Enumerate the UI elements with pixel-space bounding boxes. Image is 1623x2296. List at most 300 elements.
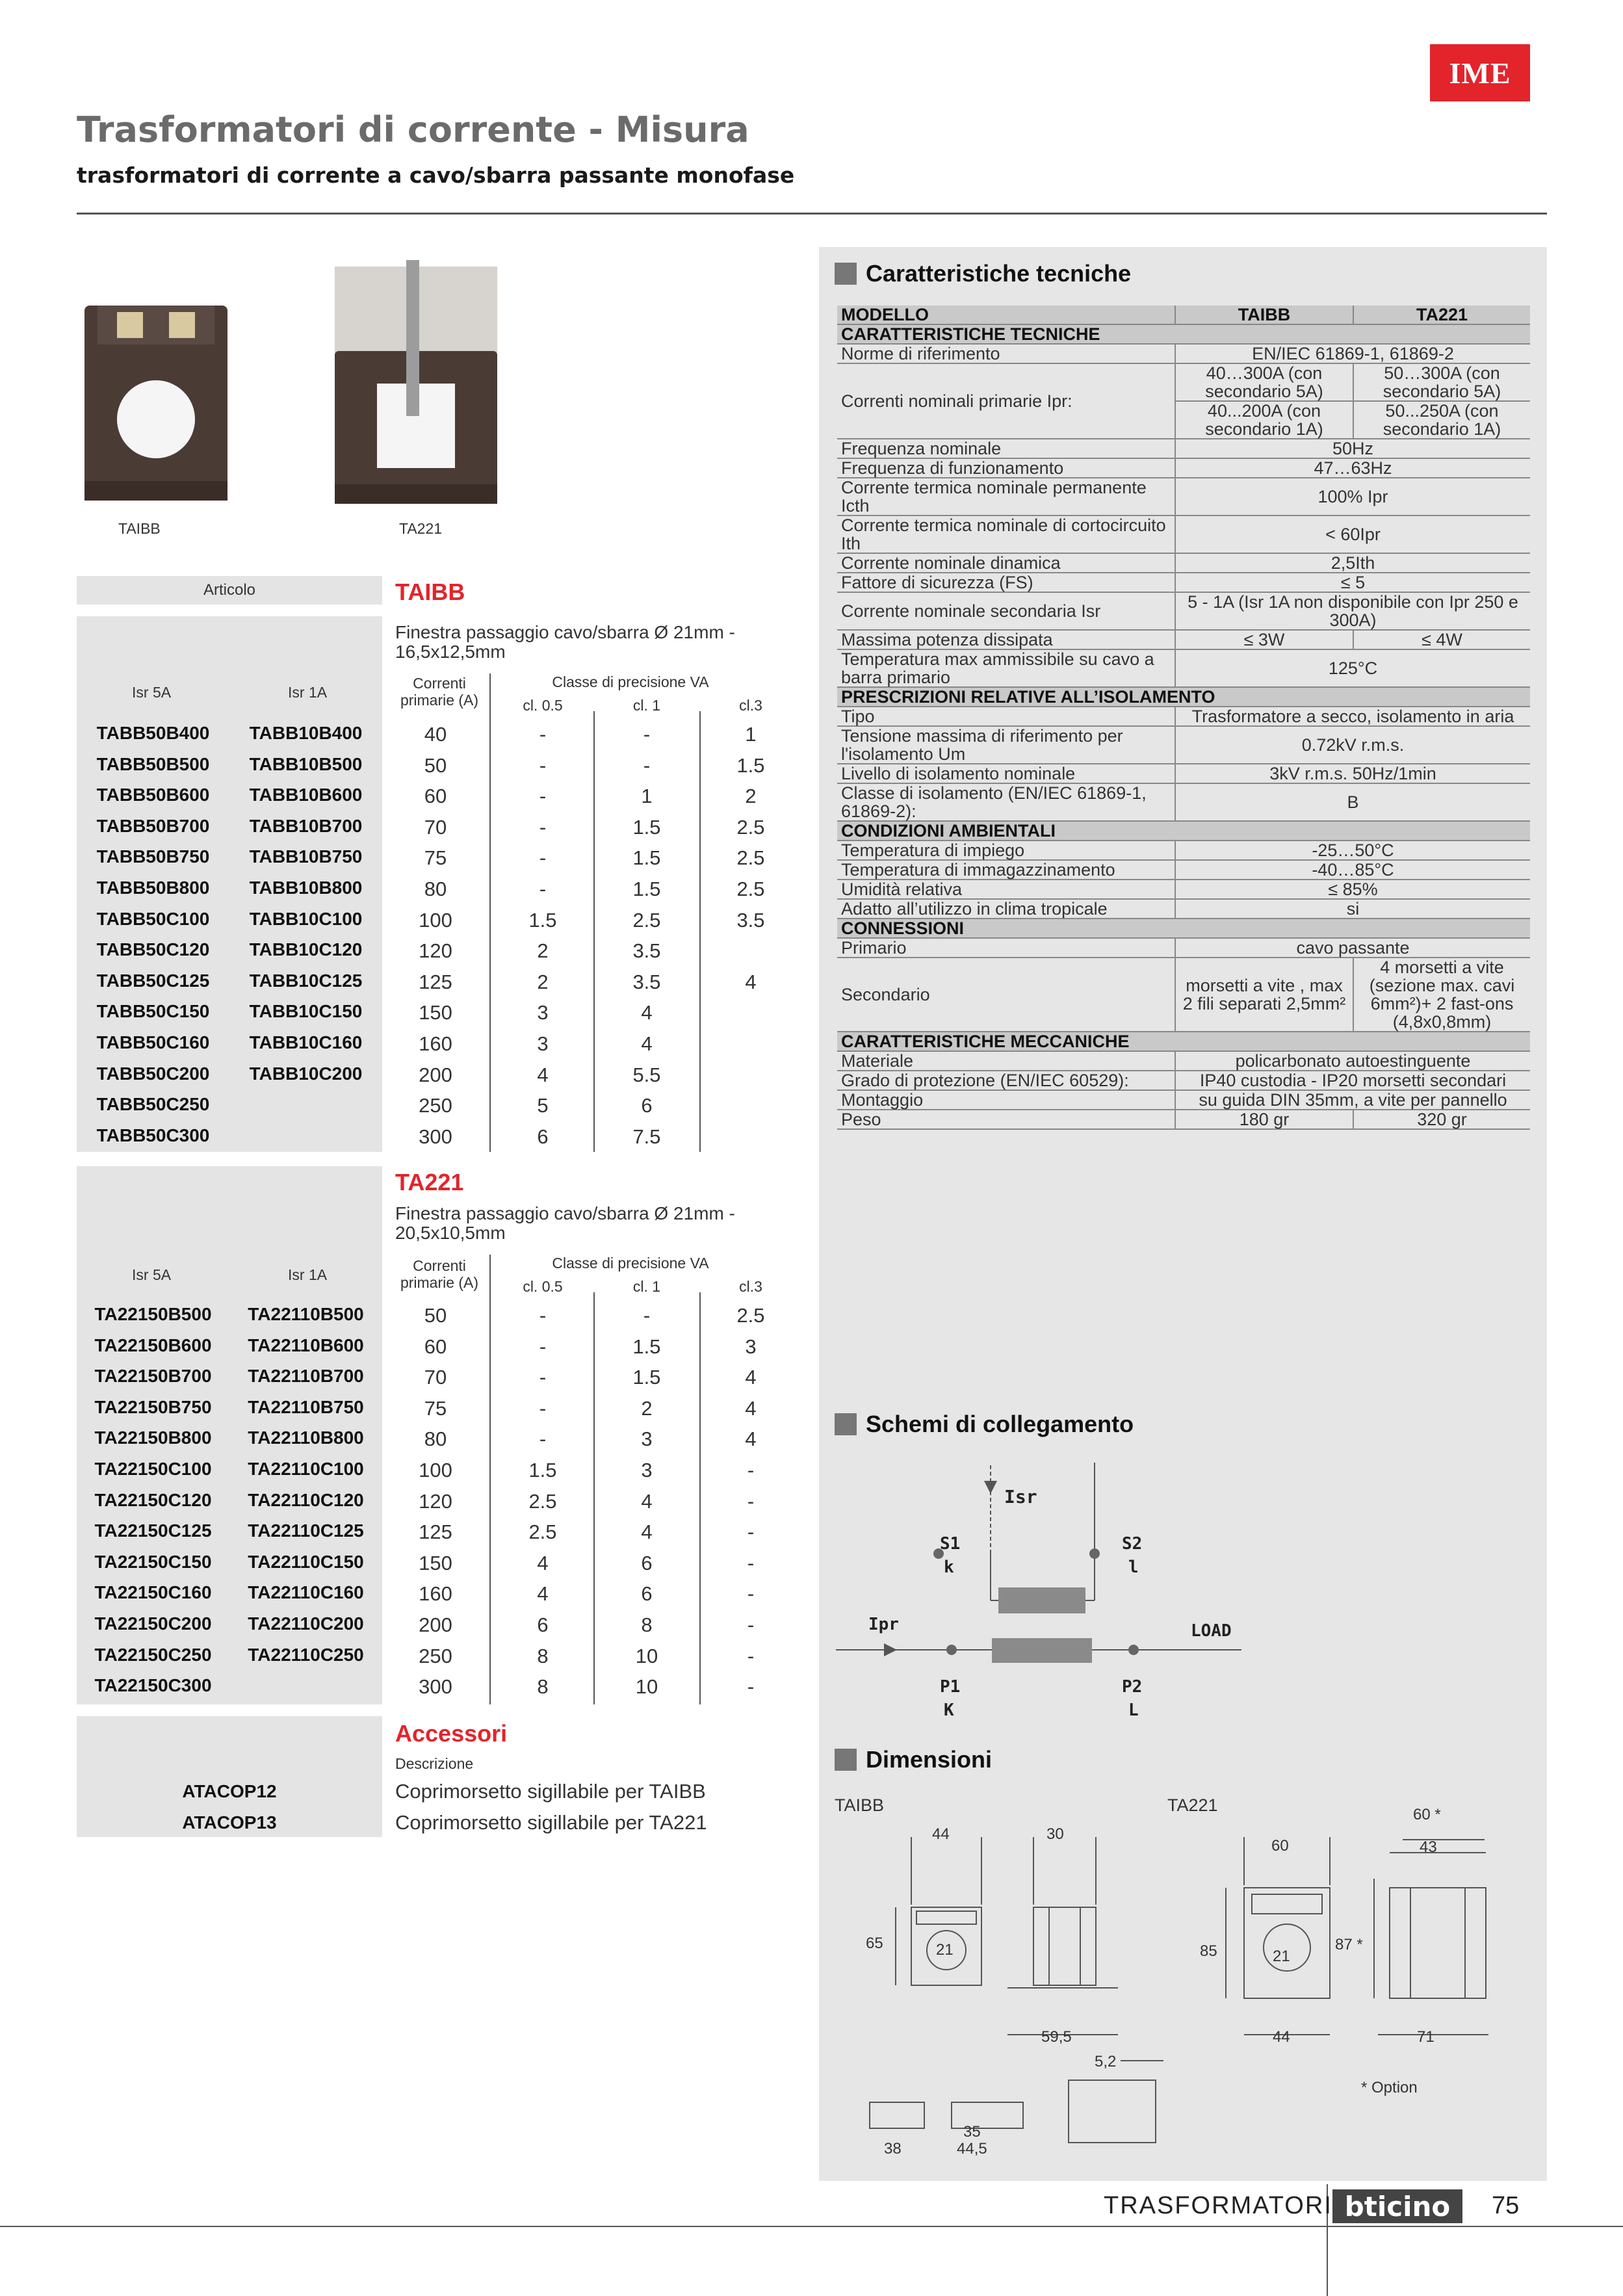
spec-row xyxy=(837,573,1530,592)
ta221-cell: 100 xyxy=(419,1459,452,1481)
ta221-cell: 4 xyxy=(641,1489,653,1513)
taibb-cell: TABB50C300 xyxy=(96,1125,210,1145)
ta221-cell: 60 xyxy=(424,1335,447,1358)
spec-cell: Corrente nominale secondaria Isr xyxy=(837,592,1175,630)
spec-cell: cavo passante xyxy=(1175,938,1530,958)
taibb-cell: TABB50C250 xyxy=(96,1094,210,1115)
ta221-cell: TA22150C200 xyxy=(94,1613,212,1634)
schemi-heading xyxy=(835,1411,1134,1438)
spec-cell: 50...250A (con secondario 1A) xyxy=(1353,401,1530,439)
taibb-cell: 80 xyxy=(424,878,447,900)
spec-row xyxy=(837,726,1530,764)
ta221-cell: 150 xyxy=(419,1551,452,1574)
spec-row xyxy=(837,938,1530,958)
wiring-L-label: L xyxy=(1128,1701,1139,1720)
wiring-K-label: K xyxy=(944,1701,954,1720)
ta221-cell: TA22110C250 xyxy=(248,1644,364,1665)
spec-row xyxy=(837,458,1530,478)
taibb-cell: 2.5 xyxy=(736,815,765,839)
dim-44: 44 xyxy=(932,1825,950,1843)
ta221-cell: - xyxy=(643,1304,651,1327)
spec-row xyxy=(837,344,1530,363)
spec-cell: Norme di riferimento xyxy=(837,344,1175,363)
spec-row xyxy=(837,553,1530,573)
taibb-cell: 100 xyxy=(419,908,452,932)
dim-5-2: 5,2 xyxy=(1095,2053,1117,2070)
ta221-cell: 4 xyxy=(641,1520,653,1544)
accessori-desc-label: Descrizione xyxy=(395,1755,474,1772)
ta221-cell: 70 xyxy=(424,1366,447,1389)
spec-row xyxy=(837,764,1530,783)
ta221-cell: TA22150B500 xyxy=(94,1304,212,1324)
accessori-code-1: ATACOP12 xyxy=(182,1781,277,1801)
spec-row xyxy=(837,363,1530,401)
taibb-cell: 6 xyxy=(641,1094,653,1117)
spec-cell: PRESCRIZIONI RELATIVE ALL’ISOLAMENTO xyxy=(837,687,1530,707)
taibb-cell: TABB50B700 xyxy=(96,815,210,836)
articolo-header: Articolo xyxy=(77,576,382,605)
spec-row xyxy=(837,783,1530,821)
spec-cell: Corrente termica nominale permanente Icth xyxy=(837,478,1175,515)
ta221-cell: - xyxy=(747,1489,755,1513)
bticino-logo: bticino xyxy=(1332,2189,1462,2223)
taibb-cell: TABB50C120 xyxy=(96,939,210,960)
ta221-cell: 2.5 xyxy=(528,1520,557,1544)
spec-row xyxy=(837,1051,1530,1071)
spec-cell: Peso xyxy=(837,1110,1175,1129)
ta221-cell: TA22110B600 xyxy=(248,1335,364,1355)
spec-cell: EN/IEC 61869-1, 61869-2 xyxy=(1175,344,1530,363)
spec-cell: ≤ 4W xyxy=(1353,630,1530,649)
square-bullet-icon xyxy=(835,263,857,285)
ta221-cl1-label: cl. 1 xyxy=(632,1278,661,1295)
spec-cell: -25…50°C xyxy=(1175,841,1530,860)
taibb-cell: TABB50B600 xyxy=(96,785,210,805)
ta221-cell: 3 xyxy=(641,1428,653,1451)
wiring-ipr-label: Ipr xyxy=(868,1615,899,1634)
taibb-cell: - xyxy=(539,815,547,839)
taibb-isr5-label: Isr 5A xyxy=(132,684,172,701)
spec-cell: Livello di isolamento nominale xyxy=(837,764,1175,783)
spec-cell: su guida DIN 35mm, a vite per pannello xyxy=(1175,1090,1530,1110)
accessori-heading: Accessori xyxy=(395,1720,508,1747)
ta221-cl05-label: cl. 0.5 xyxy=(523,1278,563,1295)
taibb-cell: 3 xyxy=(537,1032,549,1055)
spec-row xyxy=(837,841,1530,860)
spec-cell: ≤ 85% xyxy=(1175,880,1530,899)
ta221-window-desc: Finestra passaggio cavo/sbarra Ø 21mm - 20,5x10,5mm xyxy=(395,1203,735,1243)
specs-title: Caratteristiche tecniche xyxy=(866,260,1132,287)
taibb-cell: - xyxy=(643,723,651,746)
ta221-cell: 3 xyxy=(641,1459,653,1481)
taibb-cell: 6 xyxy=(537,1125,549,1148)
taibb-cell: - xyxy=(539,723,547,746)
taibb-cell: TABB50B750 xyxy=(96,846,210,867)
taibb-cl1-label: cl. 1 xyxy=(632,697,661,714)
spec-cell: 40...200A (con secondario 1A) xyxy=(1175,401,1353,439)
dim-60: 60 xyxy=(1271,1837,1289,1855)
spec-cell: 50…300A (con secondario 5A) xyxy=(1353,363,1530,401)
taibb-divider-3 xyxy=(699,711,701,1152)
taibb-cell: 60 xyxy=(424,785,447,808)
dim-59-5: 59,5 xyxy=(1041,2028,1072,2046)
ta221-cell: 2 xyxy=(641,1396,653,1420)
taibb-cell: 4 xyxy=(641,1001,653,1024)
ta221-cell: 4 xyxy=(537,1582,549,1606)
spec-cell: Massima potenza dissipata xyxy=(837,630,1175,649)
taibb-cell: TABB10C160 xyxy=(249,1032,363,1052)
ta221-cell: TA22110B500 xyxy=(248,1304,364,1324)
spec-cell: 5 - 1A (Isr 1A non disponibile con Ipr 250 e 300A) xyxy=(1175,592,1530,630)
taibb-cell: 3.5 xyxy=(632,939,661,963)
accessori-code-2: ATACOP13 xyxy=(182,1812,277,1833)
ta221-cell: - xyxy=(747,1582,755,1606)
ta221-cell: TA22110C150 xyxy=(248,1551,364,1572)
dim-44-5: 44,5 xyxy=(957,2140,987,2158)
dimension-drawings xyxy=(832,1814,1540,2178)
taibb-cell: TABB50C160 xyxy=(96,1032,210,1052)
spec-cell: 125°C xyxy=(1175,649,1530,687)
ta221-cell: 6 xyxy=(537,1613,549,1636)
spec-cell: Correnti nominali primarie Ipr: xyxy=(837,363,1175,439)
taibb-cell: 200 xyxy=(419,1063,452,1086)
ta221-photo xyxy=(325,254,507,514)
ta221-isr1-label: Isr 1A xyxy=(288,1266,328,1283)
spec-row xyxy=(837,880,1530,899)
ta221-cell: 4 xyxy=(745,1428,757,1451)
spec-cell: ≤ 5 xyxy=(1175,573,1530,592)
schemi-title: Schemi di collegamento xyxy=(866,1411,1134,1437)
spec-section-row xyxy=(837,1032,1530,1051)
ta221-cell: TA22150B800 xyxy=(94,1428,212,1448)
ta221-isr5-label: Isr 5A xyxy=(132,1266,172,1283)
spec-cell: 100% Ipr xyxy=(1175,478,1530,515)
taibb-cell: 1 xyxy=(745,723,757,746)
spec-row xyxy=(837,478,1530,515)
accessori-desc-2: Coprimorsetto sigillabile per TA221 xyxy=(395,1811,707,1834)
taibb-cell: TABB10B600 xyxy=(249,785,363,805)
spec-section-row xyxy=(837,687,1530,707)
dimensioni-heading xyxy=(835,1746,992,1773)
spec-cell: Materiale xyxy=(837,1051,1175,1071)
taibb-cell: 4 xyxy=(641,1032,653,1055)
taibb-cell: TABB10C120 xyxy=(249,939,363,960)
taibb-cell: 50 xyxy=(424,753,447,777)
wiring-load-label: LOAD xyxy=(1191,1621,1232,1641)
ta221-cell: 4 xyxy=(745,1366,757,1389)
spec-cell: Fattore di sicurezza (FS) xyxy=(837,573,1175,592)
taibb-cell: 7.5 xyxy=(632,1125,661,1148)
ta221-cell: 6 xyxy=(641,1582,653,1606)
taibb-cell: 3.5 xyxy=(632,970,661,993)
square-bullet-icon xyxy=(835,1413,857,1435)
taibb-cell: 1.5 xyxy=(736,753,765,777)
taibb-cell: 2.5 xyxy=(736,878,765,900)
ta221-cell: 10 xyxy=(635,1675,658,1699)
page-number: 75 xyxy=(1492,2192,1520,2219)
taibb-classe-label: Classe di precisione VA xyxy=(552,673,709,690)
taibb-isr1-label: Isr 1A xyxy=(288,684,328,701)
spec-cell: 50Hz xyxy=(1175,439,1530,458)
taibb-cell: 5.5 xyxy=(632,1063,661,1086)
dim-38: 38 xyxy=(884,2140,902,2158)
taibb-cell: 1.5 xyxy=(632,878,661,900)
ta221-cell: 300 xyxy=(419,1675,452,1699)
ta221-cell: 3 xyxy=(745,1335,757,1358)
spec-cell: morsetti a vite , max 2 fili separati 2,5mm² xyxy=(1175,958,1353,1032)
ta221-cell: 2.5 xyxy=(528,1489,557,1513)
taibb-cell: TABB10B700 xyxy=(249,815,363,836)
taibb-cell: TABB10B750 xyxy=(249,846,363,867)
taibb-cell: 150 xyxy=(419,1001,452,1024)
spec-cell: Tensione massima di riferimento per l'isolamento Um xyxy=(837,726,1175,764)
taibb-cl3-label: cl.3 xyxy=(739,697,762,714)
wiring-s1-label: S1 xyxy=(940,1534,961,1554)
ta221-label-bg-top xyxy=(77,1166,382,1200)
footer-divider xyxy=(0,2226,1623,2227)
ta221-cell: 2.5 xyxy=(736,1304,765,1327)
taibb-cell: - xyxy=(643,753,651,777)
ta221-divider-3 xyxy=(699,1292,701,1704)
taibb-cell: - xyxy=(539,878,547,900)
wiring-isr-label: Isr xyxy=(1004,1486,1037,1507)
ta221-cell: TA22150C125 xyxy=(94,1520,212,1541)
spec-row xyxy=(837,1090,1530,1110)
taibb-cell: TABB50B500 xyxy=(96,753,210,774)
ime-logo: IME xyxy=(1430,44,1530,101)
wiring-k-label: k xyxy=(944,1558,954,1577)
ta221-cell: TA22150B700 xyxy=(94,1366,212,1387)
taibb-divider-2 xyxy=(593,711,595,1152)
spec-row xyxy=(837,592,1530,630)
ta221-cell: TA22110C200 xyxy=(248,1613,364,1634)
taibb-cell: TABB10B400 xyxy=(249,723,363,743)
ta221-classe-label: Classe di precisione VA xyxy=(552,1255,709,1272)
taibb-window-desc: Finestra passaggio cavo/sbarra Ø 21mm - 16,5x12,5mm xyxy=(395,622,735,662)
ta221-divider-2 xyxy=(593,1292,595,1704)
taibb-label-bg xyxy=(77,616,382,720)
square-bullet-icon xyxy=(835,1749,857,1771)
ta221-cell: 125 xyxy=(419,1520,452,1544)
spec-cell: ≤ 3W xyxy=(1175,630,1353,649)
ta221-cell: - xyxy=(747,1644,755,1667)
ta221-cell: 4 xyxy=(537,1551,549,1574)
taibb-cell: TABB50C200 xyxy=(96,1063,210,1084)
ta221-cell: TA22150B600 xyxy=(94,1335,212,1355)
ta221-cell: 8 xyxy=(537,1675,549,1699)
spec-row xyxy=(837,649,1530,687)
spec-cell: Tipo xyxy=(837,707,1175,726)
spec-cell: Corrente nominale dinamica xyxy=(837,553,1175,573)
dim-87-opt: 87 * xyxy=(1335,1936,1363,1953)
dim-60-opt: 60 * xyxy=(1413,1806,1441,1823)
taibb-cell: TABB10C200 xyxy=(249,1063,363,1084)
spec-cell: Montaggio xyxy=(837,1090,1175,1110)
ta221-cell: - xyxy=(539,1335,547,1358)
dim-65: 65 xyxy=(866,1935,883,1952)
taibb-cell: 4 xyxy=(537,1063,549,1086)
dim-taibb-label: TAIBB xyxy=(835,1795,885,1815)
taibb-cell: - xyxy=(539,753,547,777)
wiring-p1-label: P1 xyxy=(940,1677,961,1697)
taibb-cell: 2 xyxy=(745,785,757,808)
ta221-cell: TA22110C120 xyxy=(248,1489,364,1510)
spec-cell: Primario xyxy=(837,938,1175,958)
ta221-label-bg xyxy=(77,1200,382,1304)
page-title: Trasformatori di corrente - Misura xyxy=(77,109,749,150)
spec-cell: CARATTERISTICHE MECCANICHE xyxy=(837,1032,1530,1051)
dim-21-b: 21 xyxy=(1273,1948,1290,1965)
spec-col-ta221: TA221 xyxy=(1353,306,1530,324)
spec-cell: 4 morsetti a vite (sezione max. cavi 6mm²)+ 2 fast-ons (4,8x0,8mm) xyxy=(1353,958,1530,1032)
ta221-cell: TA22150B750 xyxy=(94,1396,212,1417)
taibb-cell: 250 xyxy=(419,1094,452,1117)
ta221-cell: - xyxy=(747,1551,755,1574)
taibb-cell: 3 xyxy=(537,1001,549,1024)
spec-cell: -40…85°C xyxy=(1175,860,1530,880)
taibb-cell: 5 xyxy=(537,1094,549,1117)
spec-cell: CARATTERISTICHE TECNICHE xyxy=(837,324,1530,344)
taibb-cell: 125 xyxy=(419,970,452,993)
spec-cell: 40…300A (con secondario 5A) xyxy=(1175,363,1353,401)
ta221-cell: TA22110C160 xyxy=(248,1582,364,1603)
spec-cell: Secondario xyxy=(837,958,1175,1032)
spec-cell: Umidità relativa xyxy=(837,880,1175,899)
spec-cell: Frequenza di funzionamento xyxy=(837,458,1175,478)
taibb-cell: TABB10B500 xyxy=(249,753,363,774)
ta221-cell: 10 xyxy=(635,1644,658,1667)
dimensioni-title: Dimensioni xyxy=(866,1746,993,1773)
taibb-cell: - xyxy=(539,785,547,808)
spec-cell: Trasformatore a secco, isolamento in aria xyxy=(1175,707,1530,726)
spec-row xyxy=(837,707,1530,726)
spec-cell: Frequenza nominale xyxy=(837,439,1175,458)
spec-row xyxy=(837,630,1530,649)
taibb-cell: 2.5 xyxy=(632,908,661,932)
dim-43: 43 xyxy=(1420,1838,1437,1856)
spec-row xyxy=(837,1071,1530,1090)
taibb-photo xyxy=(78,299,234,514)
ta221-cell: 120 xyxy=(419,1489,452,1513)
taibb-cell: - xyxy=(539,846,547,870)
spec-cell: B xyxy=(1175,783,1530,821)
header-divider xyxy=(77,213,1547,215)
taibb-cell: 1.5 xyxy=(632,846,661,870)
ta221-cell: - xyxy=(747,1675,755,1699)
wiring-p2-label: P2 xyxy=(1122,1677,1143,1697)
ta221-cell: 1.5 xyxy=(632,1335,661,1358)
taibb-cell: 1.5 xyxy=(632,815,661,839)
spec-cell: IP40 custodia - IP20 morsetti secondari xyxy=(1175,1071,1530,1090)
taibb-cell: 2.5 xyxy=(736,846,765,870)
spec-cell: CONDIZIONI AMBIENTALI xyxy=(837,821,1530,841)
spec-cell: 3kV r.m.s. 50Hz/1min xyxy=(1175,764,1530,783)
spec-cell: 180 gr xyxy=(1175,1110,1353,1129)
ta221-cell: 4 xyxy=(745,1396,757,1420)
spec-cell: Adatto all’utilizzo in clima tropicale xyxy=(837,899,1175,919)
dim-44-b: 44 xyxy=(1273,2028,1290,2046)
ta221-cell: TA22150C250 xyxy=(94,1644,212,1665)
taibb-cell: TABB50C125 xyxy=(96,970,210,991)
ta221-cell: - xyxy=(539,1428,547,1451)
dim-option-note: * Option xyxy=(1361,2079,1418,2096)
taibb-cell: 160 xyxy=(419,1032,452,1055)
spec-cell: 0.72kV r.m.s. xyxy=(1175,726,1530,764)
spec-cell: 47…63Hz xyxy=(1175,458,1530,478)
ta221-cl3-label: cl.3 xyxy=(739,1278,762,1295)
spec-row xyxy=(837,515,1530,553)
footer-section-label: TRASFORMATORI xyxy=(1104,2192,1332,2219)
taibb-cell: TABB10C150 xyxy=(249,1001,363,1022)
spec-cell: Temperatura di impiego xyxy=(837,841,1175,860)
ta221-cell: 6 xyxy=(641,1551,653,1574)
spec-cell: Classe di isolamento (EN/IEC 61869-1, 61869-2): xyxy=(837,783,1175,821)
spec-section-row xyxy=(837,324,1530,344)
ta221-cell: 250 xyxy=(419,1644,452,1667)
accessori-desc-1: Coprimorsetto sigillabile per TAIBB xyxy=(395,1780,706,1803)
specs-heading xyxy=(835,260,1131,287)
taibb-cell: 1 xyxy=(641,785,653,808)
ta221-correnti-label: Correnti primarie (A) xyxy=(400,1257,479,1291)
ta221-cell: - xyxy=(539,1366,547,1389)
wiring-l-label: l xyxy=(1128,1558,1139,1577)
wiring-diagram xyxy=(832,1450,1248,1736)
ta221-cell: 80 xyxy=(424,1428,447,1451)
spec-section-row xyxy=(837,821,1530,841)
ta221-cell: TA22150C160 xyxy=(94,1582,212,1603)
ta221-heading: TA221 xyxy=(395,1169,464,1195)
page-subtitle: trasformatori di corrente a cavo/sbarra passante monofase xyxy=(77,163,795,188)
spec-cell: Corrente termica nominale di cortocircuito Ith xyxy=(837,515,1175,553)
ta221-cell: TA22110C125 xyxy=(248,1520,364,1541)
ta221-cell: 200 xyxy=(419,1613,452,1636)
taibb-cell: TABB10C125 xyxy=(249,970,363,991)
taibb-cell: 2 xyxy=(537,970,549,993)
ta221-cell: TA22150C100 xyxy=(94,1459,212,1479)
ta221-cell: - xyxy=(539,1304,547,1327)
wiring-s2-label: S2 xyxy=(1122,1534,1143,1554)
spec-cell: 2,5Ith xyxy=(1175,553,1530,573)
ta221-cell: TA22110B700 xyxy=(248,1366,364,1387)
ta221-divider-1 xyxy=(489,1255,491,1704)
spec-cell: policarbonato autoestinguente xyxy=(1175,1051,1530,1071)
dim-35: 35 xyxy=(963,2123,981,2141)
spec-cell: Grado di protezione (EN/IEC 60529): xyxy=(837,1071,1175,1090)
ta221-cell: 1.5 xyxy=(528,1459,557,1481)
taibb-cell: 70 xyxy=(424,815,447,839)
ta221-cell: TA22110C100 xyxy=(248,1459,364,1479)
taibb-cell: 2 xyxy=(537,939,549,963)
ta221-cell: - xyxy=(747,1520,755,1544)
spec-row xyxy=(837,860,1530,880)
ta221-cell: 160 xyxy=(419,1582,452,1606)
ta221-cell: - xyxy=(539,1396,547,1420)
spec-cell: 320 gr xyxy=(1353,1110,1530,1129)
spec-cell: Temperatura di immagazzinamento xyxy=(837,860,1175,880)
spec-cell: Temperatura max ammissibile su cavo a barra primario xyxy=(837,649,1175,687)
taibb-photo-caption: TAIBB xyxy=(118,520,161,537)
taibb-cell: 3.5 xyxy=(736,908,765,932)
spec-row xyxy=(837,1110,1530,1129)
spec-section-row xyxy=(837,919,1530,938)
taibb-cell: 1.5 xyxy=(528,908,557,932)
spec-row xyxy=(837,439,1530,458)
taibb-cell: 300 xyxy=(419,1125,452,1148)
taibb-cl05-label: cl. 0.5 xyxy=(523,697,563,714)
taibb-cell: 4 xyxy=(745,970,757,993)
taibb-correnti-label: Correnti primarie (A) xyxy=(400,675,479,709)
spec-col-taibb: TAIBB xyxy=(1175,306,1353,324)
